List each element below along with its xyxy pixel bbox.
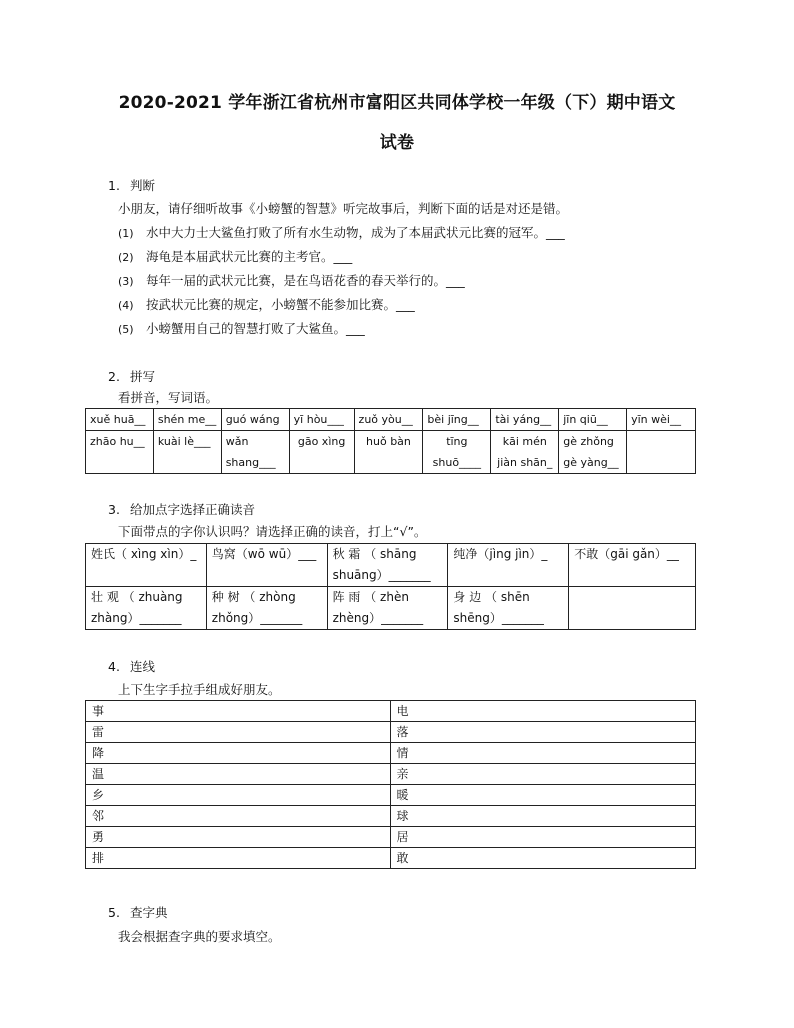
page-title-line2: 试卷 xyxy=(379,133,415,153)
section-number: 5. xyxy=(108,905,120,920)
table-cell: 暖 xyxy=(390,785,696,806)
question-item xyxy=(118,223,565,241)
table-cell: zhāo hu__ xyxy=(86,431,154,474)
question-item xyxy=(118,295,415,313)
table-cell: 居 xyxy=(390,827,696,848)
section-title: 拼写 xyxy=(129,369,155,384)
table-cell: gāo xìng xyxy=(289,431,354,474)
table-row xyxy=(86,701,696,722)
table-cell: zuǒ yòu__ xyxy=(354,409,423,431)
section-5-intro: 我会根据查字典的要求填空。 xyxy=(118,929,281,944)
section-title: 查字典 xyxy=(129,905,168,920)
table-cell: 种 树 （ zhòng zhǒng）_______ xyxy=(206,587,327,630)
table-cell: kuài lè___ xyxy=(153,431,221,474)
table-row xyxy=(86,587,696,630)
section-3-intro: 下面带点的字你认识吗？请选择正确的读音，打上“√”。 xyxy=(118,524,427,539)
table-cell: 身 边 （ shēn shēng）_______ xyxy=(448,587,569,630)
table-cell: 不敢（gāi gǎn）__ xyxy=(569,544,696,587)
pinyin-table xyxy=(85,408,696,474)
section-3-heading xyxy=(108,500,255,518)
table-cell: yīn wèi__ xyxy=(627,409,696,431)
table-cell: 秋 霜 （ shāng shuāng）_______ xyxy=(327,544,448,587)
table-cell xyxy=(627,431,696,474)
section-2-heading xyxy=(108,367,155,385)
section-1-heading xyxy=(108,176,155,194)
table-cell: 壮 观 （ zhuàng zhàng）_______ xyxy=(86,587,207,630)
section-2-intro: 看拼音，写词语。 xyxy=(118,390,219,405)
table-cell: 敢 xyxy=(390,848,696,869)
table-cell: tīng shuō____ xyxy=(423,431,491,474)
question-text: 小螃蟹用自己的智慧打败了大鲨鱼。___ xyxy=(146,321,365,336)
page-title: 2020-2021 学年浙江省杭州市富阳区共同体学校一年级（下）期中语文 xyxy=(118,93,676,113)
table-cell: 纯净（jìng jìn）_ xyxy=(448,544,569,587)
table-row xyxy=(86,785,696,806)
connect-table xyxy=(85,700,696,869)
table-cell: tài yáng__ xyxy=(491,409,559,431)
table-cell: 雷 xyxy=(86,722,391,743)
question-item xyxy=(118,247,352,265)
table-cell: 球 xyxy=(390,806,696,827)
table-row xyxy=(86,743,696,764)
table-cell: 电 xyxy=(390,701,696,722)
section-number: 1. xyxy=(108,178,120,193)
table-cell: jīn qiū__ xyxy=(559,409,627,431)
table-row xyxy=(86,806,696,827)
section-4-heading xyxy=(108,657,155,675)
question-text: 水中大力士大鲨鱼打败了所有水生动物，成为了本届武状元比赛的冠军。___ xyxy=(146,225,565,240)
table-cell: 勇 xyxy=(86,827,391,848)
question-text: 每年一届的武状元比赛，是在鸟语花香的春天举行的。___ xyxy=(146,273,465,288)
table-cell xyxy=(569,587,696,630)
table-cell: 亲 xyxy=(390,764,696,785)
table-cell: 温 xyxy=(86,764,391,785)
table-cell: 事 xyxy=(86,701,391,722)
table-row xyxy=(86,431,696,474)
question-number: (5) xyxy=(118,323,134,336)
question-item xyxy=(118,271,465,289)
table-cell: huǒ bàn xyxy=(354,431,423,474)
table-cell: 情 xyxy=(390,743,696,764)
question-number: (2) xyxy=(118,251,134,264)
table-cell: 落 xyxy=(390,722,696,743)
table-cell: guó wáng xyxy=(221,409,289,431)
question-text: 按武状元比赛的规定，小螃蟹不能参加比赛。___ xyxy=(146,297,415,312)
section-number: 2. xyxy=(108,369,120,384)
table-row xyxy=(86,544,696,587)
table-cell: 邻 xyxy=(86,806,391,827)
table-row xyxy=(86,409,696,431)
section-number: 4. xyxy=(108,659,120,674)
table-row xyxy=(86,764,696,785)
table-row xyxy=(86,827,696,848)
table-cell: 姓氏（ xìng xìn）_ xyxy=(86,544,207,587)
question-number: (1) xyxy=(118,227,134,240)
table-cell: wǎn shang___ xyxy=(221,431,289,474)
section-title: 给加点字选择正确读音 xyxy=(129,502,255,517)
table-cell: yī hòu___ xyxy=(289,409,354,431)
table-cell: kāi mén jiàn shān_ xyxy=(491,431,559,474)
table-cell: bèi jīng__ xyxy=(423,409,491,431)
table-cell: 排 xyxy=(86,848,391,869)
section-1-intro: 小朋友，请仔细听故事《小螃蟹的智慧》听完故事后，判断下面的话是对还是错。 xyxy=(118,201,569,216)
table-cell: 阵 雨 （ zhèn zhèng）_______ xyxy=(327,587,448,630)
section-5-heading xyxy=(108,903,168,921)
section-title: 判断 xyxy=(129,178,155,193)
table-cell: 鸟窝（wō wū）___ xyxy=(206,544,327,587)
section-title: 连线 xyxy=(129,659,155,674)
question-number: (3) xyxy=(118,275,134,288)
table-cell: gè zhǒng gè yàng__ xyxy=(559,431,627,474)
section-4-intro: 上下生字手拉手组成好朋友。 xyxy=(118,682,281,697)
question-number: (4) xyxy=(118,299,134,312)
reading-table xyxy=(85,543,696,630)
question-text: 海龟是本届武状元比赛的主考官。___ xyxy=(146,249,353,264)
table-cell: xuě huā__ xyxy=(86,409,154,431)
table-cell: 乡 xyxy=(86,785,391,806)
table-row xyxy=(86,722,696,743)
table-cell: shén me__ xyxy=(153,409,221,431)
table-cell: 降 xyxy=(86,743,391,764)
table-row xyxy=(86,848,696,869)
question-item xyxy=(118,319,365,337)
section-number: 3. xyxy=(108,502,120,517)
